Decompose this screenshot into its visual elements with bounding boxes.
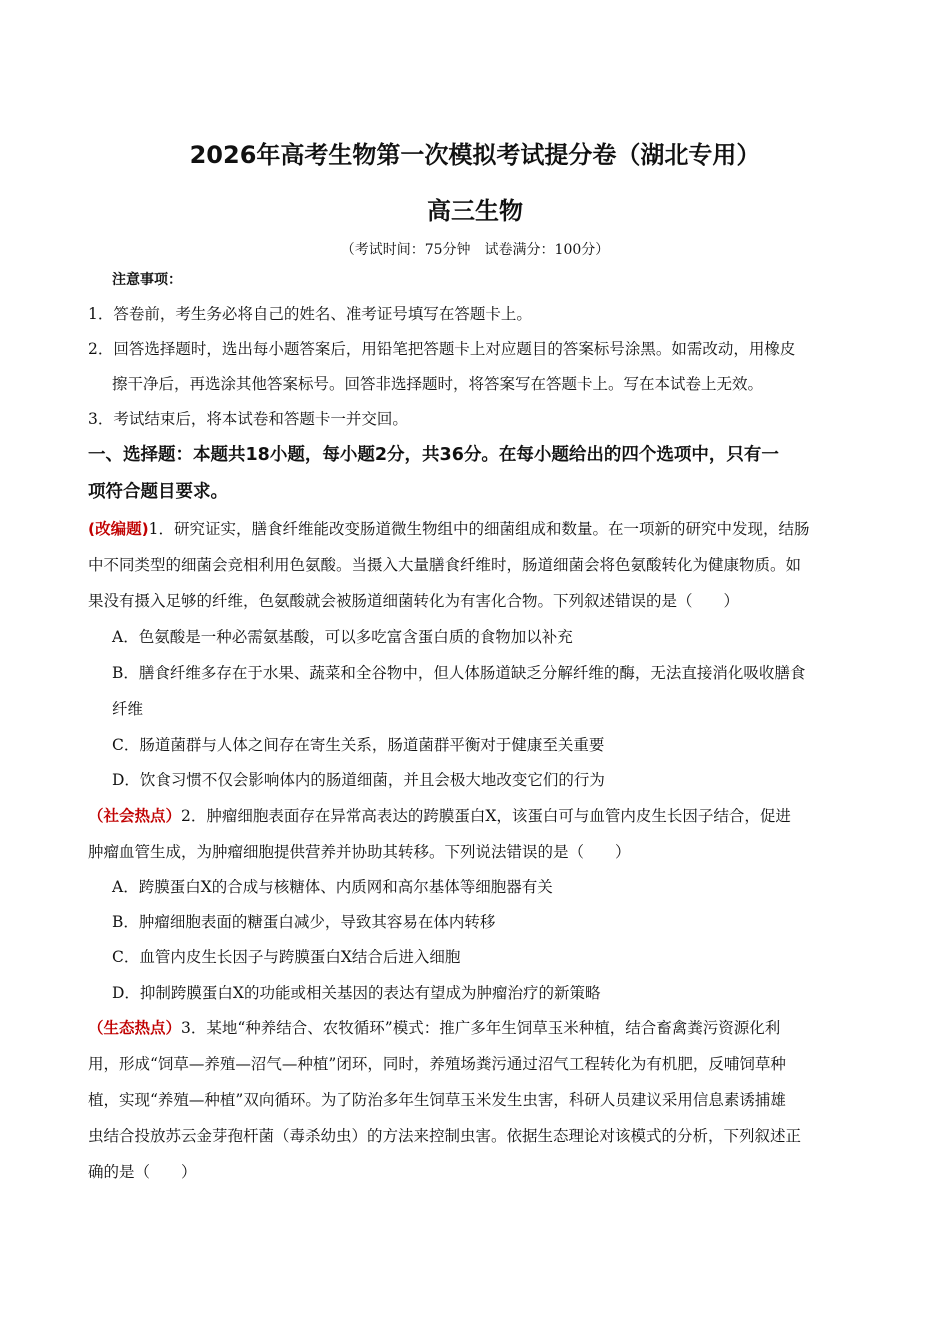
q3-tag: （生态热点） — [88, 1019, 182, 1037]
notice-heading: 注意事项： — [112, 272, 182, 288]
q2-line-1 — [88, 806, 791, 826]
q3-stem-2: 用，形成“饲草—养殖—沼气—种植”闭环，同时，养殖场粪污通过沼气工程转化为有机肥，反哺饲草种 — [88, 1055, 786, 1073]
q1-option-c: C．肠道菌群与人体之间存在寄生关系，肠道菌群平衡对于健康至关重要 — [112, 736, 605, 754]
exam-title: 2026年高考生物第一次模拟考试提分卷（湖北专用） — [189, 141, 761, 169]
notice-item-2-cont: 擦干净后，再选涂其他答案标号。回答非选择题时，将答案写在答题卡上。写在本试卷上无效。 — [112, 375, 764, 393]
q2-stem-2: 肿瘤血管生成，为肿瘤细胞提供营养并协助其转移。下列说法错误的是（ ） — [88, 843, 631, 861]
q2-tag: （社会热点） — [88, 807, 182, 825]
q2-stem-1: 2．肿瘤细胞表面存在异常高表达的跨膜蛋白X，该蛋白可与血管内皮生长因子结合，促进 — [181, 807, 791, 825]
q2-option-a: A．跨膜蛋白X的合成与核糖体、内质网和高尔基体等细胞器有关 — [112, 878, 553, 896]
section-heading-cont: 项符合题目要求。 — [88, 482, 228, 502]
q1-stem-3: 果没有摄入足够的纤维，色氨酸就会被肠道细菌转化为有害化合物。下列叙述错误的是（ ） — [88, 592, 740, 610]
q3-line-1 — [88, 1018, 780, 1038]
notice-item-3: 3．考试结束后，将本试卷和答题卡一并交回。 — [88, 410, 408, 428]
q1-option-d: D．饮食习惯不仅会影响体内的肠道细菌，并且会极大地改变它们的行为 — [112, 771, 605, 789]
q2-option-b: B．肿瘤细胞表面的糖蛋白减少，导致其容易在体内转移 — [112, 913, 496, 931]
q1-option-a: A．色氨酸是一种必需氨基酸，可以多吃富含蛋白质的食物加以补充 — [112, 628, 573, 646]
q1-tag: (改编题) — [88, 520, 149, 538]
q2-option-d: D．抑制跨膜蛋白X的功能或相关基因的表达有望成为肿瘤治疗的新策略 — [112, 984, 601, 1002]
notice-item-1: 1．答卷前，考生务必将自己的姓名、准考证号填写在答题卡上。 — [88, 305, 532, 323]
section-heading: 一、选择题：本题共18小题，每小题2分，共36分。在每小题给出的四个选项中，只有一 — [88, 445, 779, 465]
q3-stem-3: 植，实现“养殖—种植”双向循环。为了防治多年生饲草玉米发生虫害，科研人员建议采用信息素诱捕雄 — [88, 1091, 786, 1109]
exam-subtitle: 高三生物 — [427, 197, 523, 225]
q1-option-b: B．膳食纤维多存在于水果、蔬菜和全谷物中，但人体肠道缺乏分解纤维的酶，无法直接消化吸收膳食 — [112, 664, 806, 682]
notice-item-2: 2．回答选择题时，选出每小题答案后，用铅笔把答题卡上对应题目的答案标号涂黑。如需改动，用橡皮 — [88, 340, 796, 358]
q1-line-1 — [88, 519, 810, 539]
q2-option-c: C．血管内皮生长因子与跨膜蛋白X结合后进入细胞 — [112, 948, 461, 966]
q1-stem-1: 1．研究证实，膳食纤维能改变肠道微生物组中的细菌组成和数量。在一项新的研究中发现，结肠 — [148, 520, 810, 538]
q3-stem-5: 确的是（ ） — [88, 1163, 197, 1181]
q1-option-b-cont: 纤维 — [112, 700, 144, 718]
q1-stem-2: 中不同类型的细菌会竞相利用色氨酸。当摄入大量膳食纤维时，肠道细菌会将色氨酸转化为健康物质。如 — [88, 556, 802, 574]
q3-stem-1: 3．某地“种养结合、农牧循环”模式：推广多年生饲草玉米种植，结合畜禽粪污资源化利 — [181, 1019, 781, 1037]
exam-info: （考试时间：75分钟 试卷满分：100分） — [340, 242, 610, 258]
q3-stem-4: 虫结合投放苏云金芽孢杆菌（毒杀幼虫）的方法来控制虫害。依据生态理论对该模式的分析，下列叙述正 — [88, 1127, 802, 1145]
